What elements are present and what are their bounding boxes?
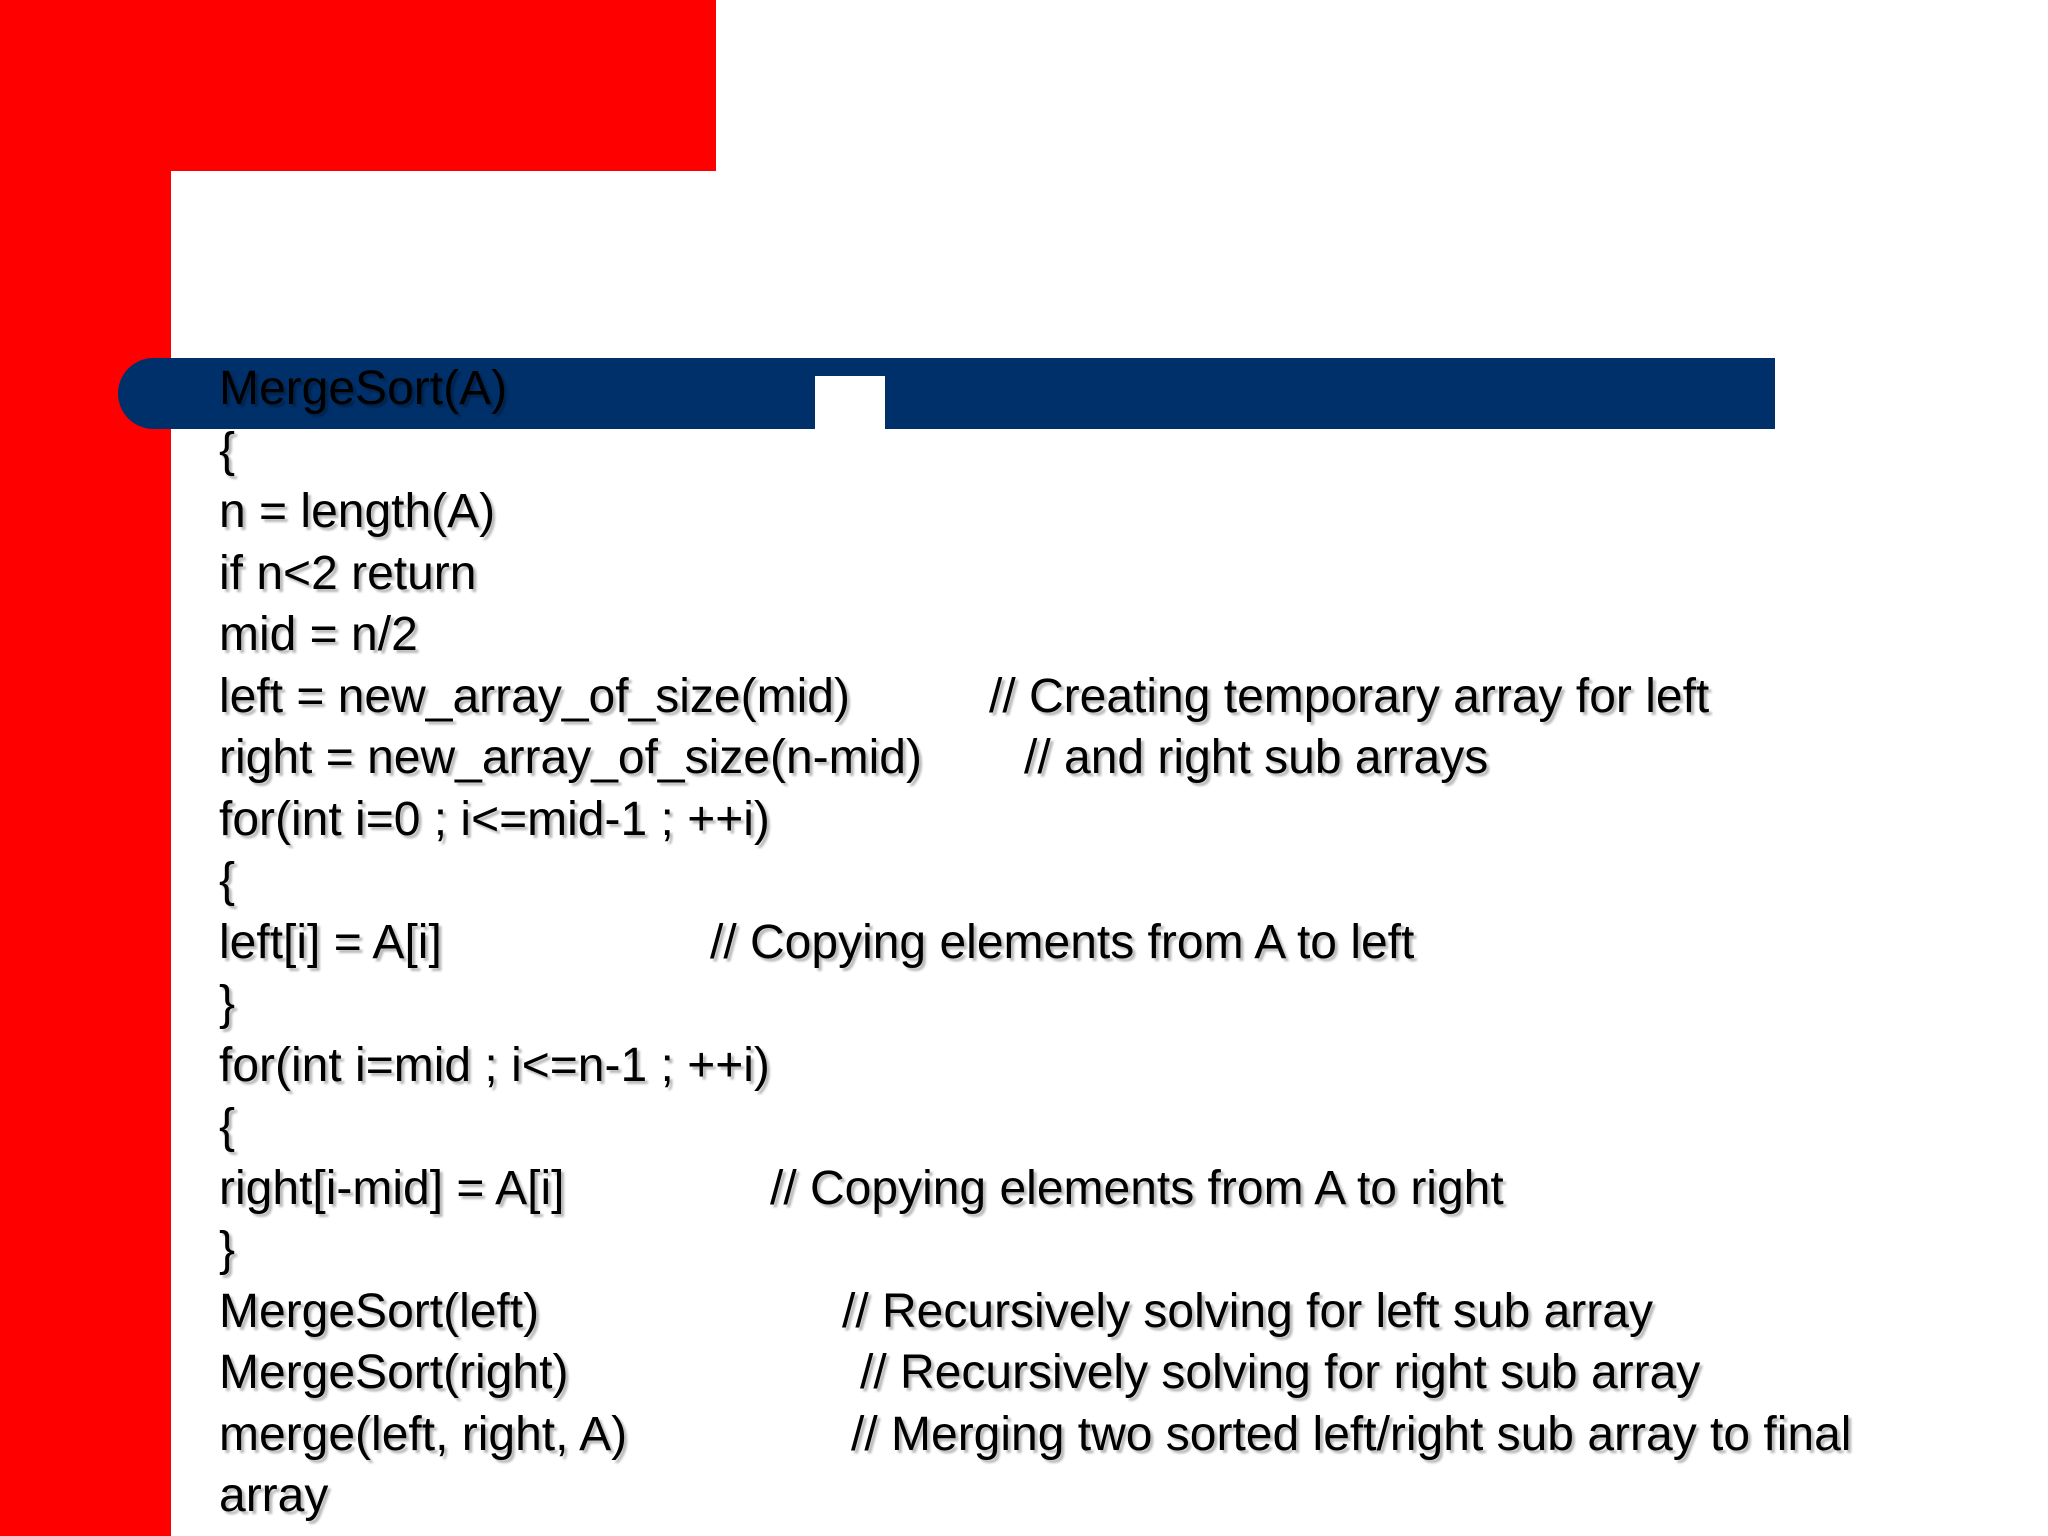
code-comment: // Recursively solving for left sub array [842, 1284, 1653, 1338]
code-line: { [219, 1100, 236, 1153]
code-comment: // Creating temporary array for left [989, 669, 1710, 723]
code-line: { [219, 423, 236, 477]
code-line: left = new_array_of_size(mid) // Creating temporary array for left [219, 666, 2019, 728]
code-line: } [219, 1223, 236, 1276]
code-comment: // Recursively solving for right sub array [860, 1346, 1701, 1399]
code-line: mid = n/2 [219, 608, 418, 661]
code-line: for(int i=0 ; i<=mid-1 ; ++i) [219, 792, 770, 846]
code-line: right = new_array_of_size(n-mid) // and right sub arrays [219, 727, 2019, 789]
code-line [219, 358, 2019, 420]
code-line: left[i] = A[i] // Copying elements from A to left [219, 912, 2019, 974]
code-line: } [219, 977, 236, 1030]
pseudocode-block [219, 358, 2019, 1527]
code-line: for(int i=mid ; i<=n-1 ; ++i) [219, 1038, 770, 1092]
function-signature: MergeSort(A) [219, 362, 508, 415]
code-comment: // Copying elements from A to left [710, 915, 1415, 969]
code-line: MergeSort(left) // Recursively solving for left sub array [219, 1281, 2019, 1343]
code-comment: // Merging two sorted left/right sub array to final [851, 1407, 1852, 1461]
code-line: right[i-mid] = A[i] // Copying elements from A to right [219, 1158, 2019, 1220]
code-line: merge(left, right, A) // Merging two sorted left/right sub array to final [219, 1404, 2019, 1466]
code-line: n = length(A) [219, 485, 496, 538]
code-comment: // Copying elements from A to right [770, 1161, 1504, 1215]
code-comment-continuation: array [219, 1469, 329, 1522]
code-line: MergeSort(right) // Recursively solving for right sub array [219, 1342, 2019, 1404]
code-line [219, 1465, 2019, 1527]
red-accent-left [0, 0, 171, 1536]
code-line: if n<2 return [219, 546, 477, 600]
code-line: { [219, 854, 236, 907]
code-comment: // and right sub arrays [1024, 731, 1489, 784]
